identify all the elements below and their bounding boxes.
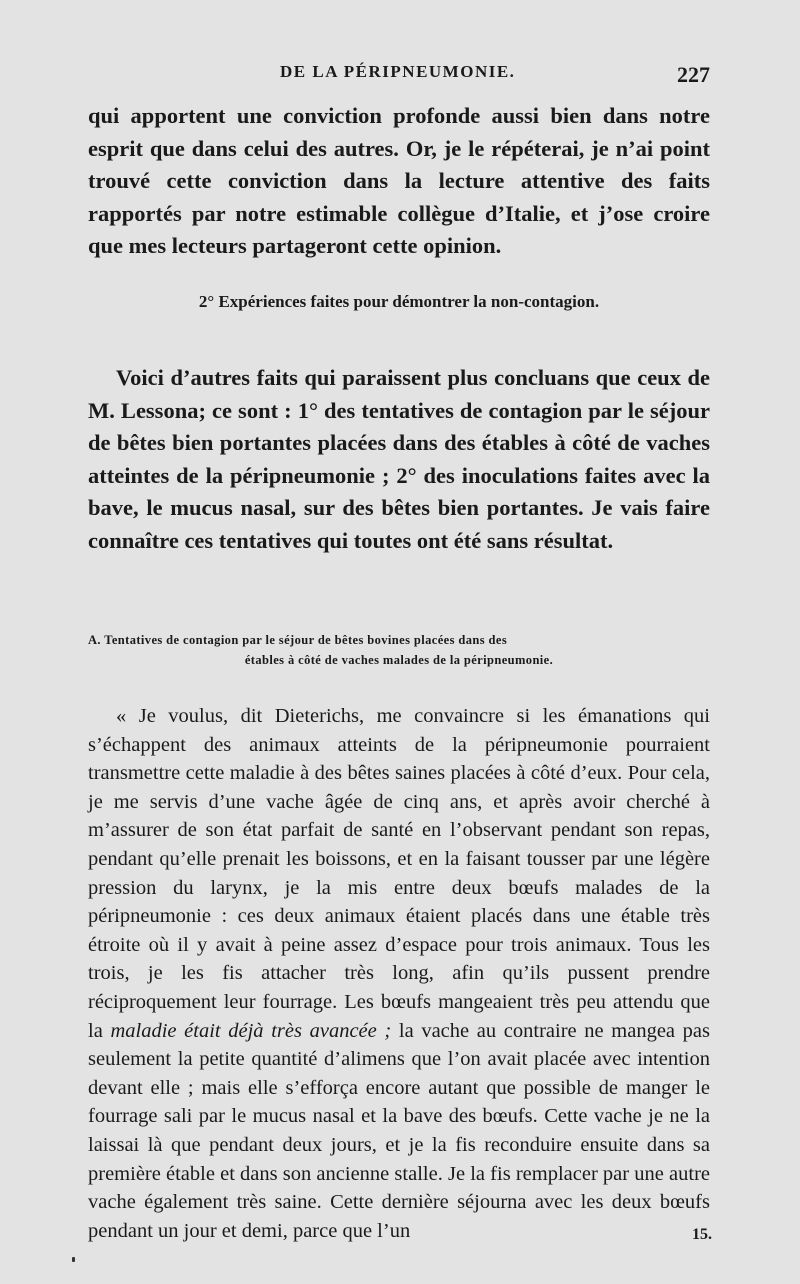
page-number: 227 <box>677 62 710 87</box>
section-a-heading <box>88 630 710 670</box>
running-title: DE LA PÉRIPNEUMONIE. <box>280 62 516 81</box>
paragraph-3 <box>88 702 710 1245</box>
paragraph-3-italic: maladie était déjà très avancée ; <box>110 1019 392 1042</box>
section-a-line-1: A. Tentatives de contagion par le séjour de bêtes bovines placées dans des <box>88 633 508 647</box>
paragraph-3-part-2: la vache au contraire ne mangea pas seulement la petite quantité d’alimens que l’on avait placée avec intention devant elle ; mais elle s’efforça encore autant que possible de manger le fourrage sali par le mucus nasal et la bave des bœufs. Cette vache je ne la laissai là que pendant deux jours, et je la fis reconduire ensuite dans sa première étable et dans son ancienne stalle. Je la fis remplacer par une autre vache également très saine. Cette dernière séjourna avec les deux bœufs pendant un jour et demi, parce que l’un <box>88 1019 711 1242</box>
paragraph-3-part-1: « Je voulus, dit Dieterichs, me convaincre si les émanations qui s’échappent des animaux atteints de la péripneumonie pourraient transmettre cette maladie à des bêtes saines placées à côté d’eux. Pour cela, je me servis d’une vache âgée de cinq ans, et après avoir cherché à m’assurer de son état parfait de santé en l’observant pendant son repas, pendant qu’elle prenait les boissons, et en la faisant tousser par une légère pression du larynx, je la mis entre deux bœufs malades de la péripneumonie : ces deux animaux étaient placés dans une étable très étroite où il y avait à peine assez d’espace pour trois animaux. Tous les trois, je les fis attacher très long, afin qu’ils pussent prendre réciproquement leur fourrage. Les bœufs mangeaient très peu attendu que la <box>88 705 710 1042</box>
page-header <box>90 62 710 90</box>
ink-speck <box>72 1257 75 1262</box>
signature-mark: 15. <box>692 1226 712 1243</box>
paragraph-2: Voici d’autres faits qui paraissent plus concluans que ceux de M. Lessona; ce sont : 1° des tentatives de contagion par le séjour de bêtes bien portantes placées dans des étables à côté de vaches atteintes de la péripneumonie ; 2° des inoculations faites avec la bave, le mucus nasal, sur des bêtes bien portantes. Je vais faire connaître ces tentatives qui toutes ont été sans résultat. <box>88 365 710 553</box>
subheading: 2° Expériences faites pour démontrer la non-contagion. <box>198 292 600 311</box>
paragraph-1: qui apportent une conviction profonde aussi bien dans notre esprit que dans celui des autres. Or, je le répéterai, je n’ai point trouvé cette conviction dans la lecture attentive des faits rapportés par notre estimable collègue d’Italie, et j’ose croire que mes lecteurs partageront cette opinion. <box>88 103 710 258</box>
section-a-line-2: étables à côté de vaches malades de la péripneumonie. <box>244 653 554 667</box>
